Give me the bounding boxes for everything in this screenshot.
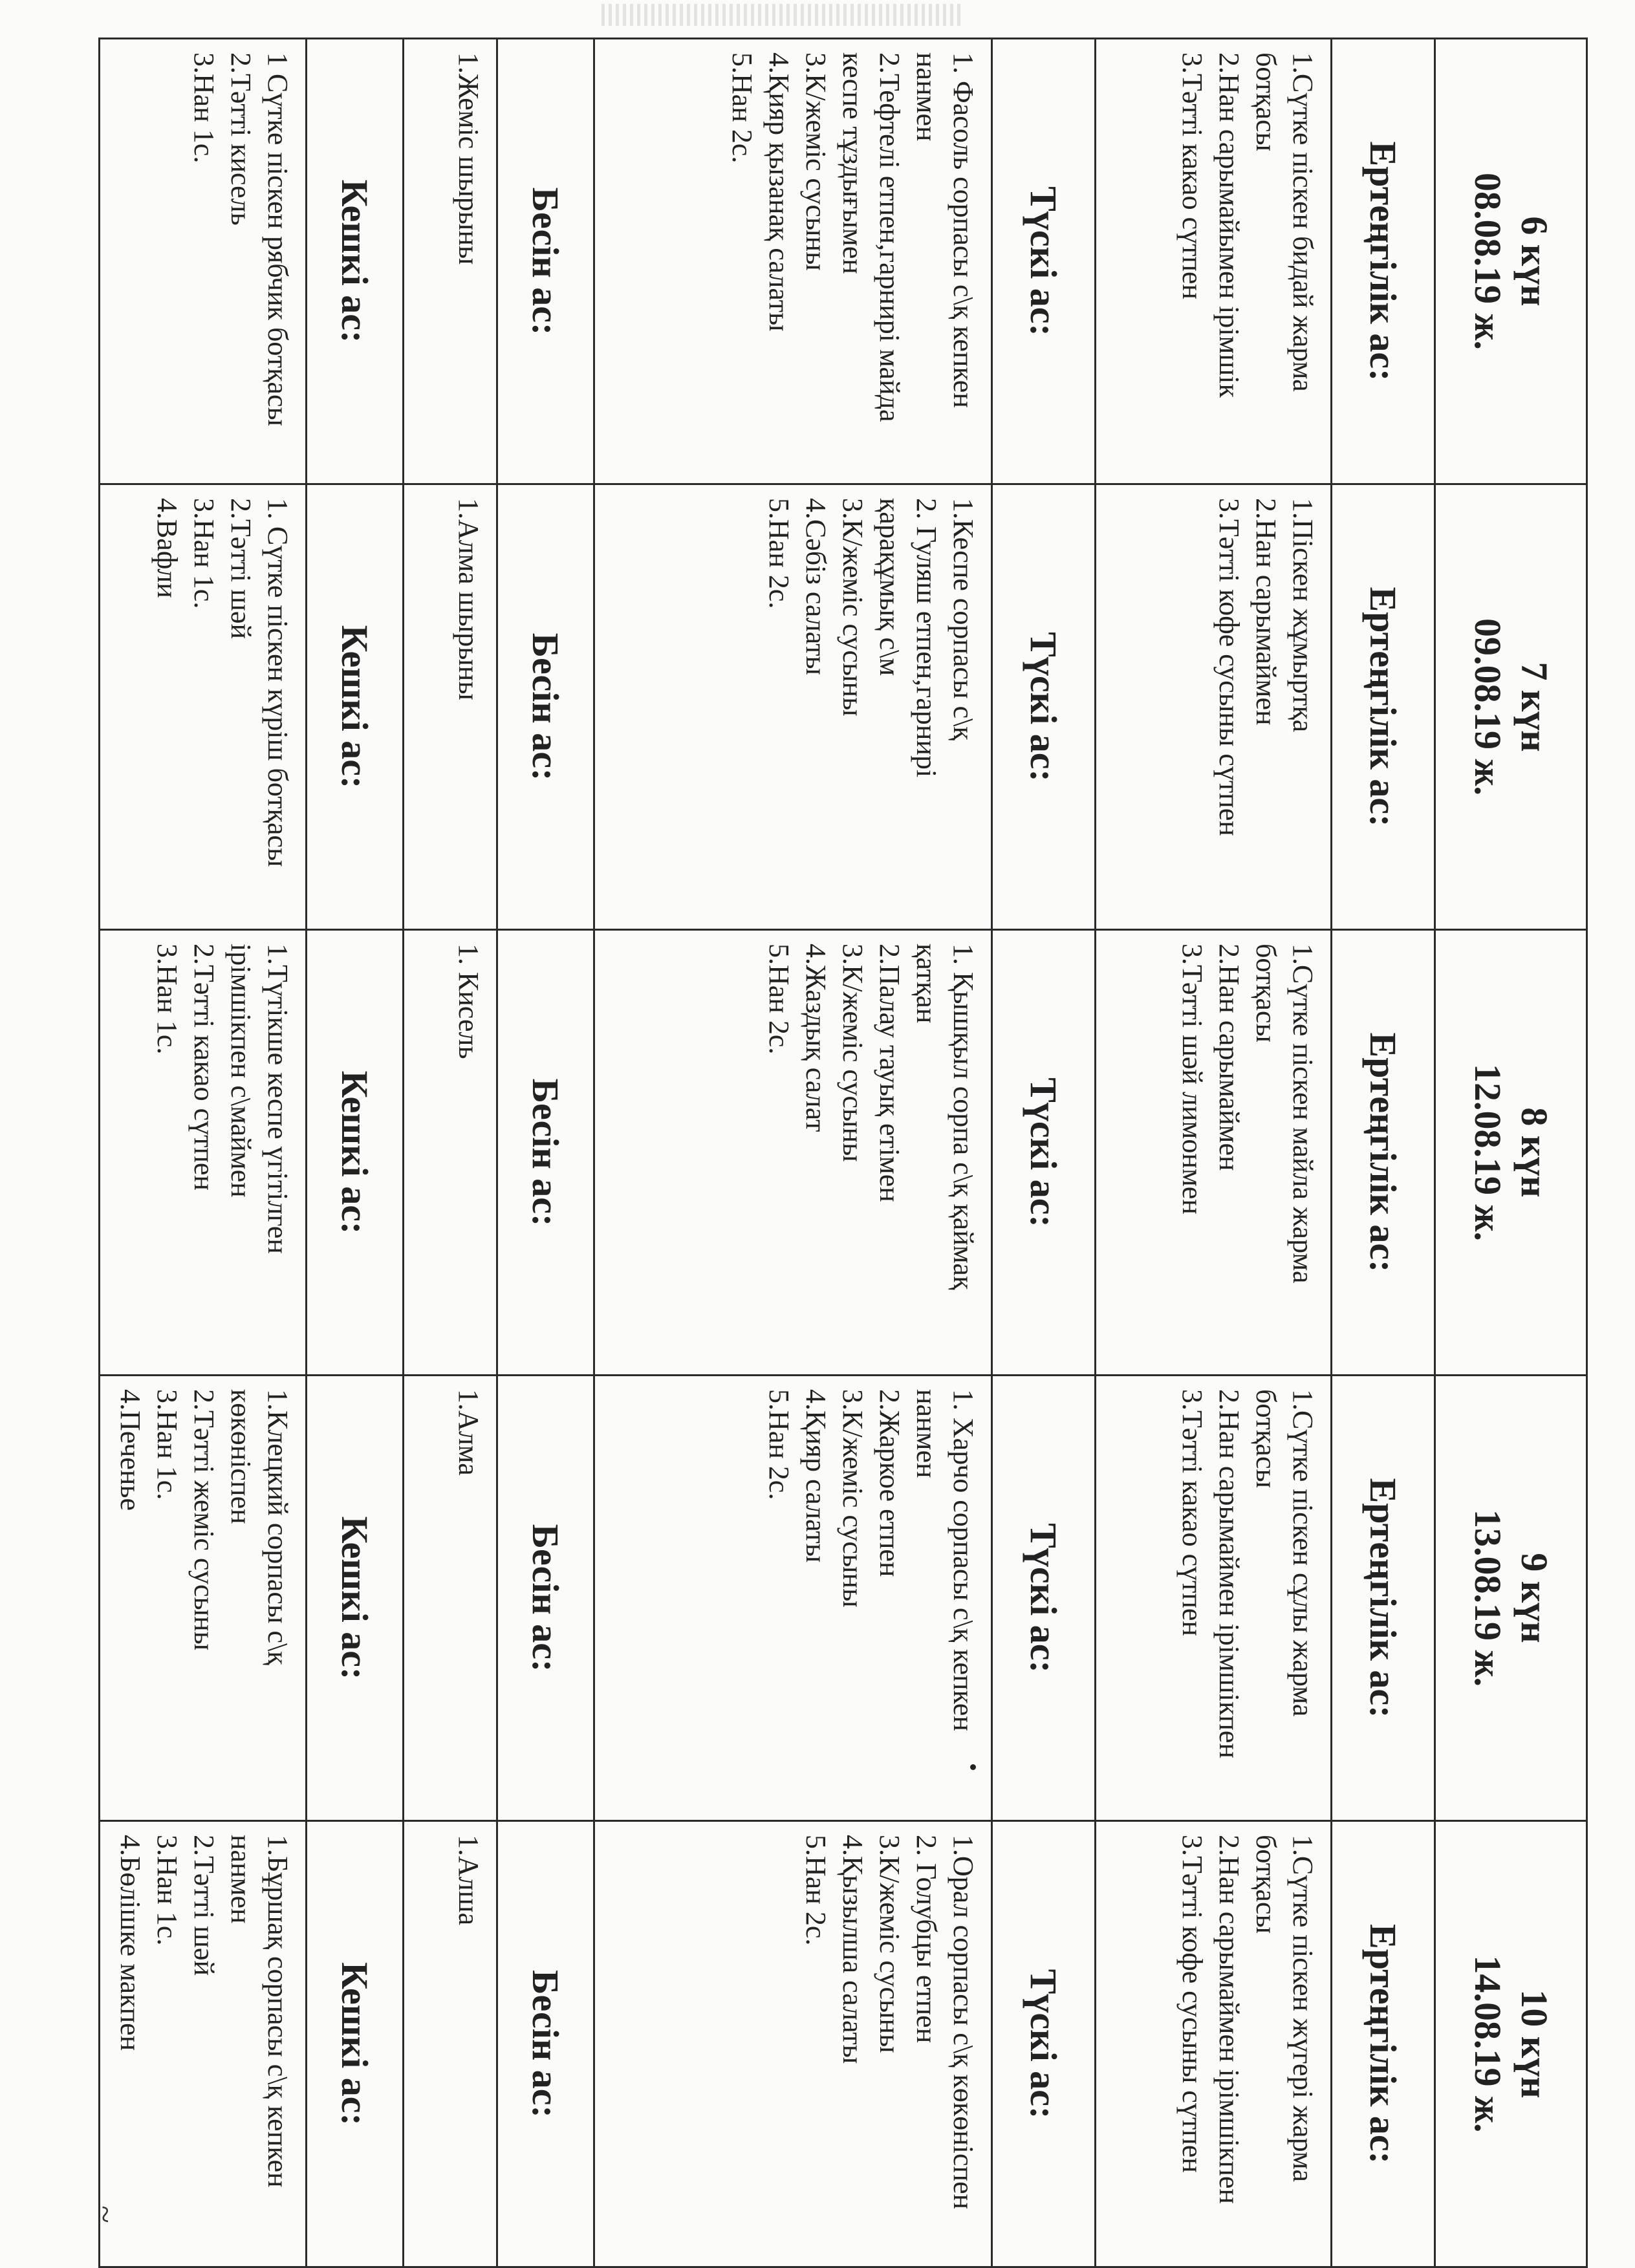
snack-cell [404,484,497,930]
dish-item: 3.Нан 1с. [151,944,183,1055]
dish-item: 3.Нан 1с. [188,52,220,164]
dinner-cell [100,1821,307,2267]
day-date: 13.08.19 ж. [1467,1509,1509,1687]
dish-item: 1.Кеспе сорпасы с\қ [947,498,979,740]
day-date: 09.08.19 ж. [1467,618,1509,796]
dish-item: 2.Тәтті шәй [188,1835,220,1976]
day-header [1435,484,1587,930]
dish-item: 3.Тәтті кофе сусыны сүтпен [1176,1835,1208,2173]
lunch-cell [594,1376,992,1821]
meal-label-breakfast: Ертеңгілік ас: [1332,484,1435,930]
day-header [1435,930,1587,1376]
lunch-cell [594,39,992,484]
lunch-cell [594,1821,992,2267]
dish-item: 1.Алша [453,1835,484,1926]
dish-item: 1.Түтікше кеспе үгітілген ірімшікпен с\маймен [225,944,294,1254]
meal-label-dinner: Кешкі ас: [307,39,404,484]
dish-item: 3.К/жеміс сусыны [837,1389,869,1608]
dish-item: 1.Сүтке піскен майла жарма ботқасы [1250,944,1319,1284]
rotated-page [100,38,1588,2266]
dish-item: 2.Тәтті жеміс сусыны [188,1389,220,1651]
dish-item: 4.Бөлішке макпен [114,1835,146,2051]
dish-item: 2. Голубцы етпен [911,1835,942,2044]
meal-label-dinner: Кешкі ас: [307,930,404,1376]
dish-item: 2.Нан сарымаймен ірімшікпен [1213,1835,1245,2204]
dish-item: 2.Жаркое етпен [874,1389,905,1577]
dish-item: 1.Клецкий сорпасы с\қ көкөніспен [225,1389,294,1665]
dish-item: 5.Нан 2с. [726,52,758,164]
dish-item: 1. Кисель [453,944,484,1059]
snack-cell [404,1821,497,2267]
day-date: 14.08.19 ж. [1467,1955,1509,2133]
dish-item: 2.Палау тауық етімен [874,944,905,1202]
dish-item: 1.Піскен жұмыртқа [1287,498,1319,733]
dish-item: 1 Сүтке піскен рябчик ботқасы [262,52,294,427]
dinner-cell [100,484,307,930]
day-header [1435,1376,1587,1821]
day-title: 8 күн [1513,1107,1555,1198]
meal-label-lunch: Түскі ас: [992,930,1096,1376]
meal-label-lunch: Түскі ас: [992,1376,1096,1821]
dish-item: 1. Фасоль сорпасы с\қ кепкен нанмен [911,52,979,408]
dinner-cell [100,930,307,1376]
dish-item: 5.Нан 2с. [763,1389,795,1500]
meal-label-breakfast: Ертеңгілік ас: [1332,930,1435,1376]
dish-item: 5.Нан 2с. [763,498,795,609]
dish-item: 2.Нан сарымаймен ірімшікпен [1213,1389,1245,1758]
pen-mark: ~ [87,2205,124,2223]
day-header [1435,1821,1587,2267]
breakfast-cell [1096,930,1332,1376]
dish-item: 2.Тәтті кисель [225,52,257,226]
day-date: 08.08.19 ж. [1467,172,1509,351]
breakfast-cell [1096,39,1332,484]
dish-item: 1.Сүтке піскен сұлы жарма ботқасы [1250,1389,1319,1717]
dish-item: 3.Тәтті кофе сусыны сүтпен [1213,498,1245,836]
dish-item: 4.Сәбіз салаты [800,498,832,675]
dish-item: 3.К/жеміс сусыны [837,944,869,1162]
dish-item: 5.Нан 2с. [800,1835,832,1946]
menu-table [98,38,1588,2268]
dish-item: 2.Тәтті шәй [225,498,257,640]
breakfast-cell [1096,1821,1332,2267]
dish-item: 4.Қызылша салаты [837,1835,869,2064]
dish-item: 4.Вафли [151,498,183,598]
dish-item: 1. Сүтке піскен күріш ботқасы [262,498,294,867]
dish-item: 1. Харчо сорпасы с\қ кепкен нанмен [911,1389,979,1731]
scan-artifact [601,4,964,26]
meal-label-snack: Бесін ас: [497,930,594,1376]
day-date: 12.08.19 ж. [1467,1063,1509,1242]
dish-item: 5.Нан 2с. [763,944,795,1055]
dish-item: 1.Жеміс шырыны [453,52,484,265]
meal-label-dinner: Кешкі ас: [307,1821,404,2267]
dish-item: 3.Нан 1с. [151,1389,183,1500]
dish-item: 2.Нан сарымайымен ірімшік [1213,52,1245,398]
lunch-cell [594,930,992,1376]
dish-item: 4.Печенье [114,1389,146,1511]
breakfast-cell [1096,484,1332,930]
snack-cell [404,930,497,1376]
meal-label-snack: Бесін ас: [497,484,594,930]
snack-cell [404,39,497,484]
dish-item: 3.Тәтті какао сүтпен [1176,1389,1208,1636]
day-title: 9 күн [1513,1553,1555,1643]
dish-item: 3.К/жеміс сусыны [874,1835,905,2053]
dish-item: 1.Алма шырыны [453,498,484,700]
dish-item: 4.Жаздық салат [800,944,832,1132]
dish-item: 1.Бұршақ сорпасы с\қ кепкен нанмен [225,1835,294,2188]
dish-item: 2.Нан сарымаймен [1250,498,1282,726]
meal-label-snack: Бесін ас: [497,1376,594,1821]
dish-item: 3.К/жеміс сусыны [837,498,869,717]
dish-item: 2.Тәтті какао сүтпен [188,944,220,1191]
dish-item: 1.Сүтке піскен жүгері жарма ботқасы [1250,1835,1319,2183]
dish-item: 3.К/жеміс сусыны [800,52,832,271]
dish-item: 3.Тәтті шәй лимонмен [1176,944,1208,1215]
dish-item: 3.Тәтті какао сүтпен [1176,52,1208,299]
dish-item: 4.Қияр салаты [800,1389,832,1563]
day-title: 10 күн [1513,1989,1555,2099]
meal-label-dinner: Кешкі ас: [307,1376,404,1821]
meal-label-dinner: Кешкі ас: [307,484,404,930]
dish-item: 2.Тефтелі етпен,гарнирі майда кеспе тұздығымен [837,52,905,422]
dish-item: 4.Қияр қызанақ салаты [763,52,795,332]
dish-item: 1.Алма [453,1389,484,1476]
dish-item: 3.Нан 1с. [188,498,220,609]
day-header [1435,39,1587,484]
meal-label-snack: Бесін ас: [497,1821,594,2267]
dish-item: 1. Қышқыл сорпа с\қ қаймақ қатқан [911,944,979,1290]
lunch-cell [594,484,992,930]
dinner-cell [100,39,307,484]
meal-label-breakfast: Ертеңгілік ас: [1332,1821,1435,2267]
dish-item: 2.Нан сарымаймен [1213,944,1245,1171]
breakfast-cell [1096,1376,1332,1821]
dish-item: 3.Нан 1с. [151,1835,183,1946]
meal-label-breakfast: Ертеңгілік ас: [1332,1376,1435,1821]
day-title: 7 күн [1513,662,1555,752]
snack-cell [404,1376,497,1821]
meal-label-lunch: Түскі ас: [992,1821,1096,2267]
meal-label-breakfast: Ертеңгілік ас: [1332,39,1435,484]
dish-item: 1.Сүтке піскен бидай жарма ботқасы [1250,52,1319,392]
meal-label-snack: Бесін ас: [497,39,594,484]
dish-item: 2. Гуляш етпен,гарнирі қарақұмық с\м [874,498,942,778]
dinner-cell [100,1376,307,1821]
meal-label-lunch: Түскі ас: [992,484,1096,930]
meal-label-lunch: Түскі ас: [992,39,1096,484]
dish-item: 1.Орал сорпасы с\қ көкөніспен [947,1835,979,2210]
day-title: 6 күн [1513,216,1555,307]
